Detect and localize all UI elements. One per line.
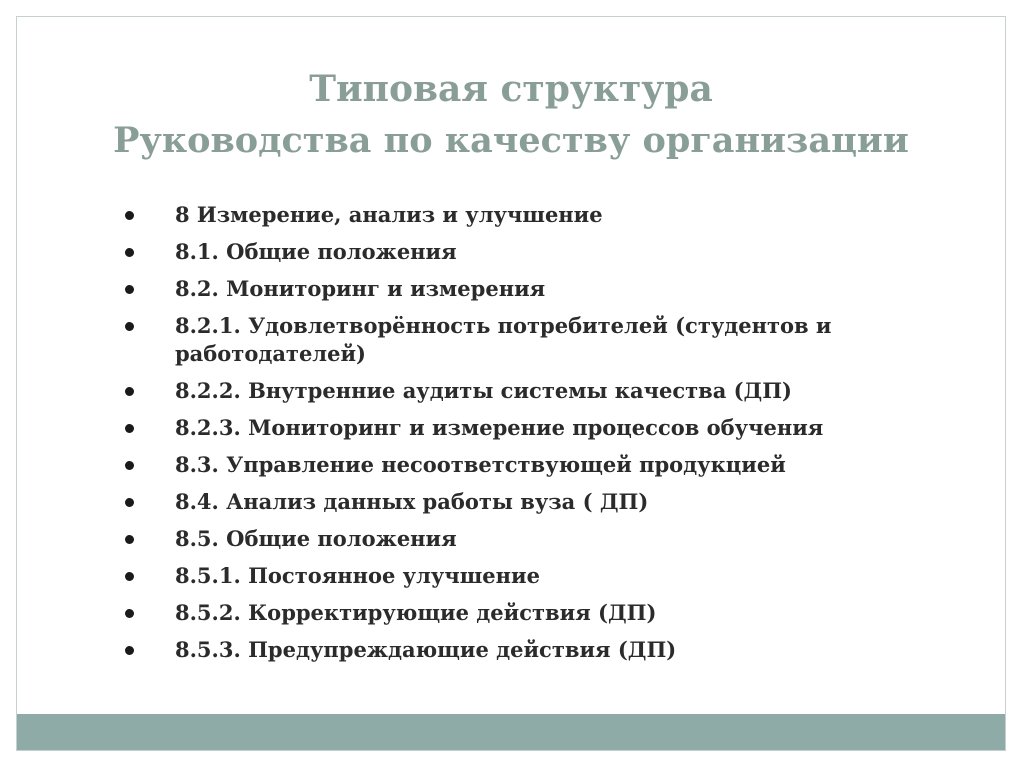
list-item-text: 8.2.1. Удовлетворённость потребителей (студентов и работодателей) bbox=[175, 313, 832, 366]
list-item bbox=[125, 201, 925, 229]
bullet-icon bbox=[125, 461, 134, 470]
slide bbox=[16, 16, 1006, 751]
list-item-text: 8 Измерение, анализ и улучшение bbox=[175, 202, 603, 227]
list-item bbox=[125, 488, 925, 516]
list-item bbox=[125, 525, 925, 553]
bullet-icon bbox=[125, 424, 134, 433]
list-item-text: 8.4. Анализ данных работы вуза ( ДП) bbox=[175, 489, 649, 514]
list-item bbox=[125, 451, 925, 479]
list-item bbox=[125, 414, 925, 442]
bullet-icon bbox=[125, 646, 134, 655]
list-item-text: 8.5.2. Корректирующие действия (ДП) bbox=[175, 600, 657, 625]
list-item-text: 8.2. Мониторинг и измерения bbox=[175, 276, 546, 301]
list-item bbox=[125, 562, 925, 590]
list-item-text: 8.2.2. Внутренние аудиты системы качества (ДП) bbox=[175, 378, 792, 403]
bullet-icon bbox=[125, 535, 134, 544]
list-item-text: 8.5.3. Предупреждающие действия (ДП) bbox=[175, 637, 677, 662]
bullet-icon bbox=[125, 248, 134, 257]
list-item bbox=[125, 636, 925, 664]
slide-title bbox=[17, 63, 1005, 167]
list-item bbox=[125, 312, 925, 368]
list-item-text: 8.2.3. Мониторинг и измерение процессов обучения bbox=[175, 415, 824, 440]
title-line-2: Руководства по качеству организации bbox=[113, 120, 909, 161]
bullet-icon bbox=[125, 387, 134, 396]
bullet-list bbox=[125, 201, 925, 673]
list-item bbox=[125, 377, 925, 405]
list-item-text: 8.1. Общие положения bbox=[175, 239, 457, 264]
bullet-icon bbox=[125, 572, 134, 581]
bullet-icon bbox=[125, 211, 134, 220]
bottom-band bbox=[17, 714, 1005, 750]
bullet-icon bbox=[125, 609, 134, 618]
list-item-text: 8.5. Общие положения bbox=[175, 526, 457, 551]
title-line-1: Типовая структура bbox=[309, 68, 713, 110]
bullet-icon bbox=[125, 322, 134, 331]
list-item bbox=[125, 238, 925, 266]
list-item-text: 8.3. Управление несоответствующей продукцией bbox=[175, 452, 786, 477]
list-item-text: 8.5.1. Постоянное улучшение bbox=[175, 563, 540, 588]
bullet-icon bbox=[125, 498, 134, 507]
list-item bbox=[125, 599, 925, 627]
bullet-icon bbox=[125, 285, 134, 294]
list-item bbox=[125, 275, 925, 303]
